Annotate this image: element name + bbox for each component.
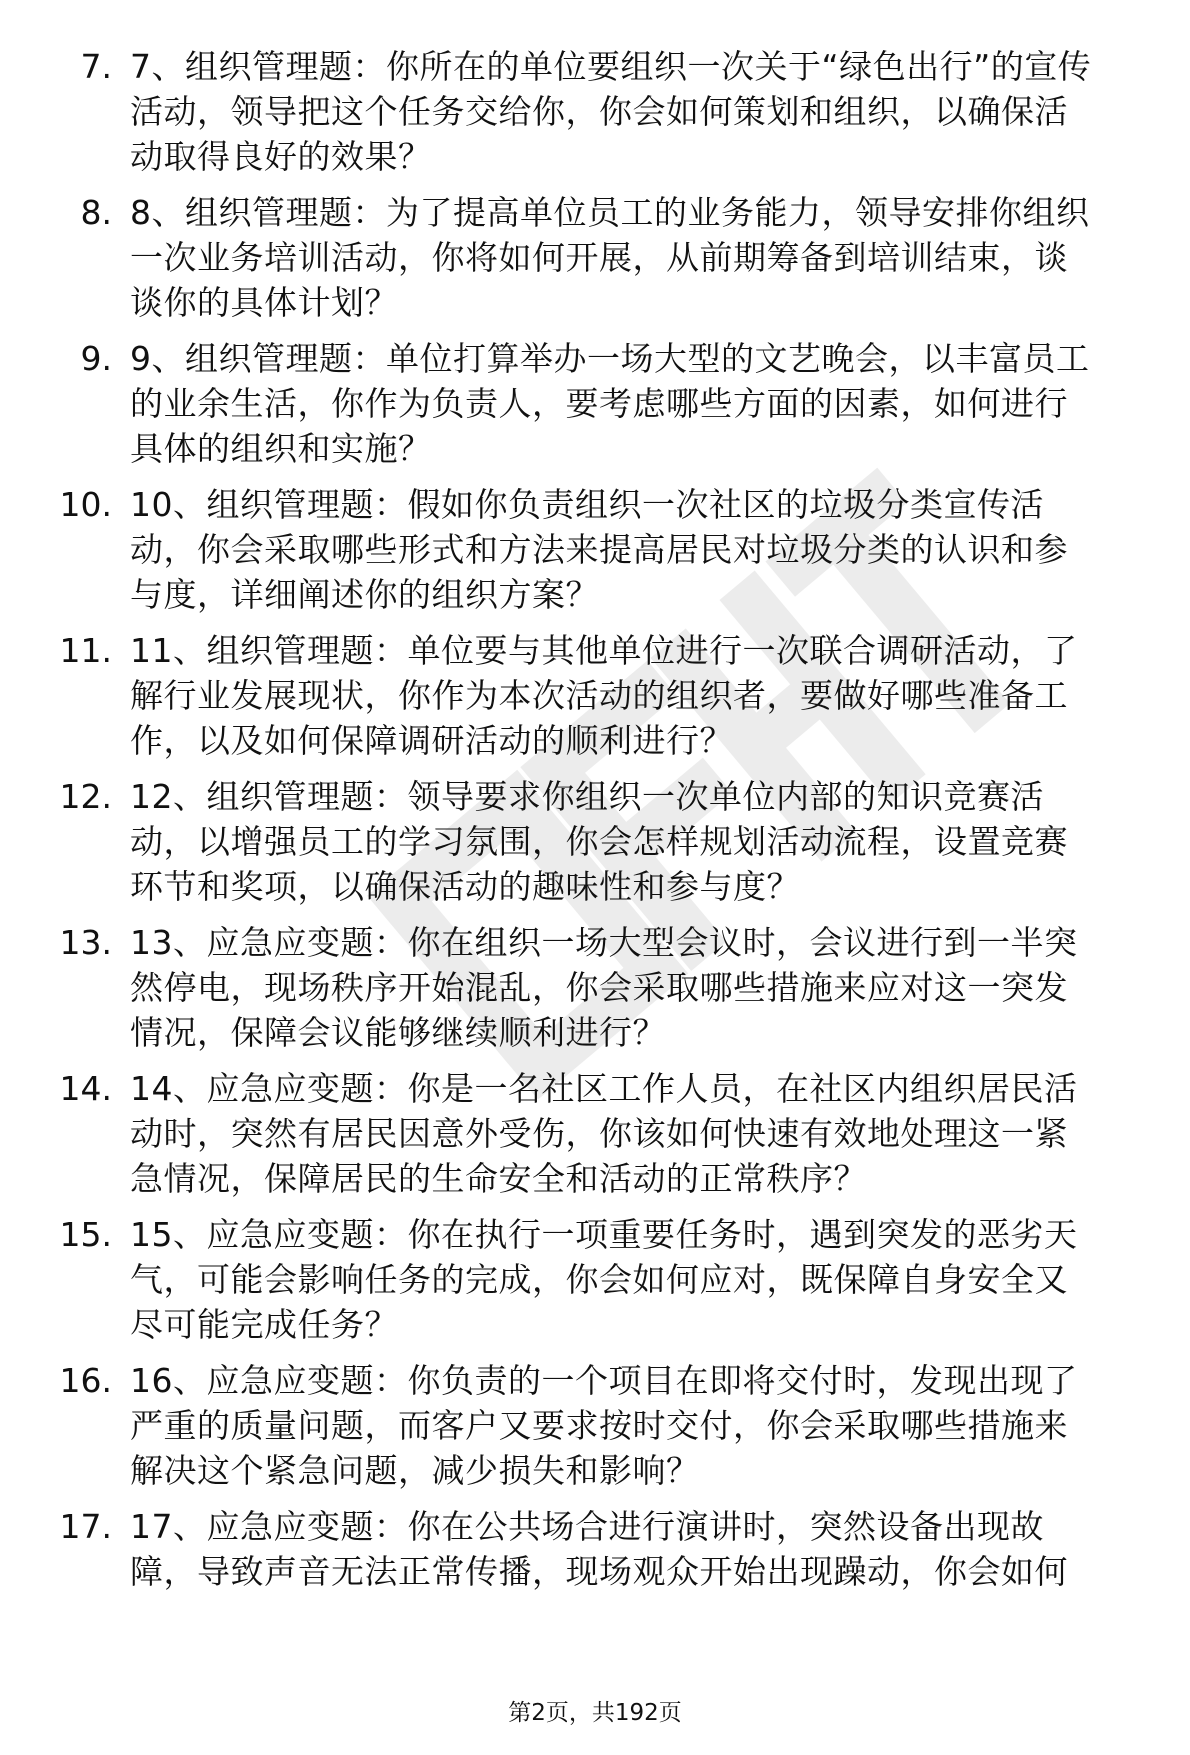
question-number: 7. [80,47,112,86]
question-line: 谈你的具体计划？ [130,283,398,322]
question-text [130,190,1160,325]
question-line: 活动，领导把这个任务交给你，你会如何策划和组织，以确保活 [130,92,1068,131]
question-text [130,1212,1160,1347]
question-line: 障，导致声音无法正常传播，现场观众开始出现躁动，你会如何 [130,1552,1068,1591]
question-line: 7、组织管理题：你所在的单位要组织一次关于“绿色出行”的宣传 [130,47,1092,86]
list-item [0,774,1190,913]
question-line: 动，你会采取哪些形式和方法来提高居民对垃圾分类的认识和参 [130,530,1068,569]
question-line: 情况，保障会议能够继续顺利进行？ [130,1013,666,1052]
question-line: 严重的质量问题，而客户又要求按时交付，你会采取哪些措施来 [130,1406,1068,1445]
question-line: 具体的组织和实施？ [130,429,432,468]
question-line: 11、组织管理题：单位要与其他单位进行一次联合调研活动，了 [130,631,1078,670]
question-list [0,44,1190,1650]
question-line: 12、组织管理题：领导要求你组织一次单位内部的知识竞赛活 [130,777,1044,816]
question-text [130,774,1160,909]
question-number: 15. [59,1215,112,1254]
list-item [0,1358,1190,1497]
list-item [0,628,1190,767]
list-item [0,1212,1190,1351]
question-line: 与度，详细阐述你的组织方案？ [130,575,599,614]
question-number: 13. [59,923,112,962]
question-text [130,482,1160,617]
question-text [130,336,1160,471]
question-text [130,920,1160,1055]
question-line: 尽可能完成任务？ [130,1305,398,1344]
question-number: 16. [59,1361,112,1400]
question-line: 一次业务培训活动，你将如何开展，从前期筹备到培训结束，谈 [130,238,1068,277]
question-number: 10. [59,485,112,524]
question-line: 10、组织管理题：假如你负责组织一次社区的垃圾分类宣传活 [130,485,1044,524]
question-line: 动时，突然有居民因意外受伤，你该如何快速有效地处理这一紧 [130,1114,1068,1153]
question-line: 8、组织管理题：为了提高单位员工的业务能力，领导安排你组织 [130,193,1090,232]
list-item [0,336,1190,475]
question-line: 气，可能会影响任务的完成，你会如何应对，既保障自身安全又 [130,1260,1068,1299]
question-text [130,1504,1160,1594]
page-number-label: 第2页，共192页 [508,1700,682,1726]
question-number: 8. [80,193,112,232]
question-number: 9. [80,339,112,378]
list-item [0,190,1190,329]
list-item [0,1504,1190,1643]
question-text [130,44,1160,179]
question-line: 解行业发展现状，你作为本次活动的组织者，要做好哪些准备工 [130,676,1068,715]
question-line: 16、应急应变题：你负责的一个项目在即将交付时，发现出现了 [130,1361,1078,1400]
list-item [0,482,1190,621]
question-line: 15、应急应变题：你在执行一项重要任务时，遇到突发的恶劣天 [130,1215,1078,1254]
question-line: 动取得良好的效果？ [130,137,432,176]
list-item [0,920,1190,1059]
list-item [0,1066,1190,1205]
question-line: 环节和奖项，以确保活动的趣味性和参与度？ [130,867,800,906]
question-number: 14. [59,1069,112,1108]
question-line: 解决这个紧急问题，减少损失和影响？ [130,1451,700,1490]
list-item [0,44,1190,183]
question-text [130,628,1160,763]
question-line: 然停电，现场秩序开始混乱，你会采取哪些措施来应对这一突发 [130,968,1068,1007]
page-footer [0,1698,1190,1728]
question-line: 动，以增强员工的学习氛围，你会怎样规划活动流程，设置竞赛 [130,822,1068,861]
question-line: 的业余生活，你作为负责人，要考虑哪些方面的因素，如何进行 [130,384,1068,423]
question-text [130,1358,1160,1493]
question-text [130,1066,1160,1201]
question-number: 11. [59,631,112,670]
question-line: 急情况，保障居民的生命安全和活动的正常秩序？ [130,1159,867,1198]
question-line: 13、应急应变题：你在组织一场大型会议时，会议进行到一半突 [130,923,1078,962]
question-line: 作，以及如何保障调研活动的顺利进行？ [130,721,733,760]
question-line: 17、应急应变题：你在公共场合进行演讲时，突然设备出现故 [130,1507,1044,1546]
question-line: 14、应急应变题：你是一名社区工作人员，在社区内组织居民活 [130,1069,1078,1108]
question-number: 17. [59,1507,112,1546]
question-number: 12. [59,777,112,816]
question-line: 9、组织管理题：单位打算举办一场大型的文艺晚会，以丰富员工 [130,339,1090,378]
